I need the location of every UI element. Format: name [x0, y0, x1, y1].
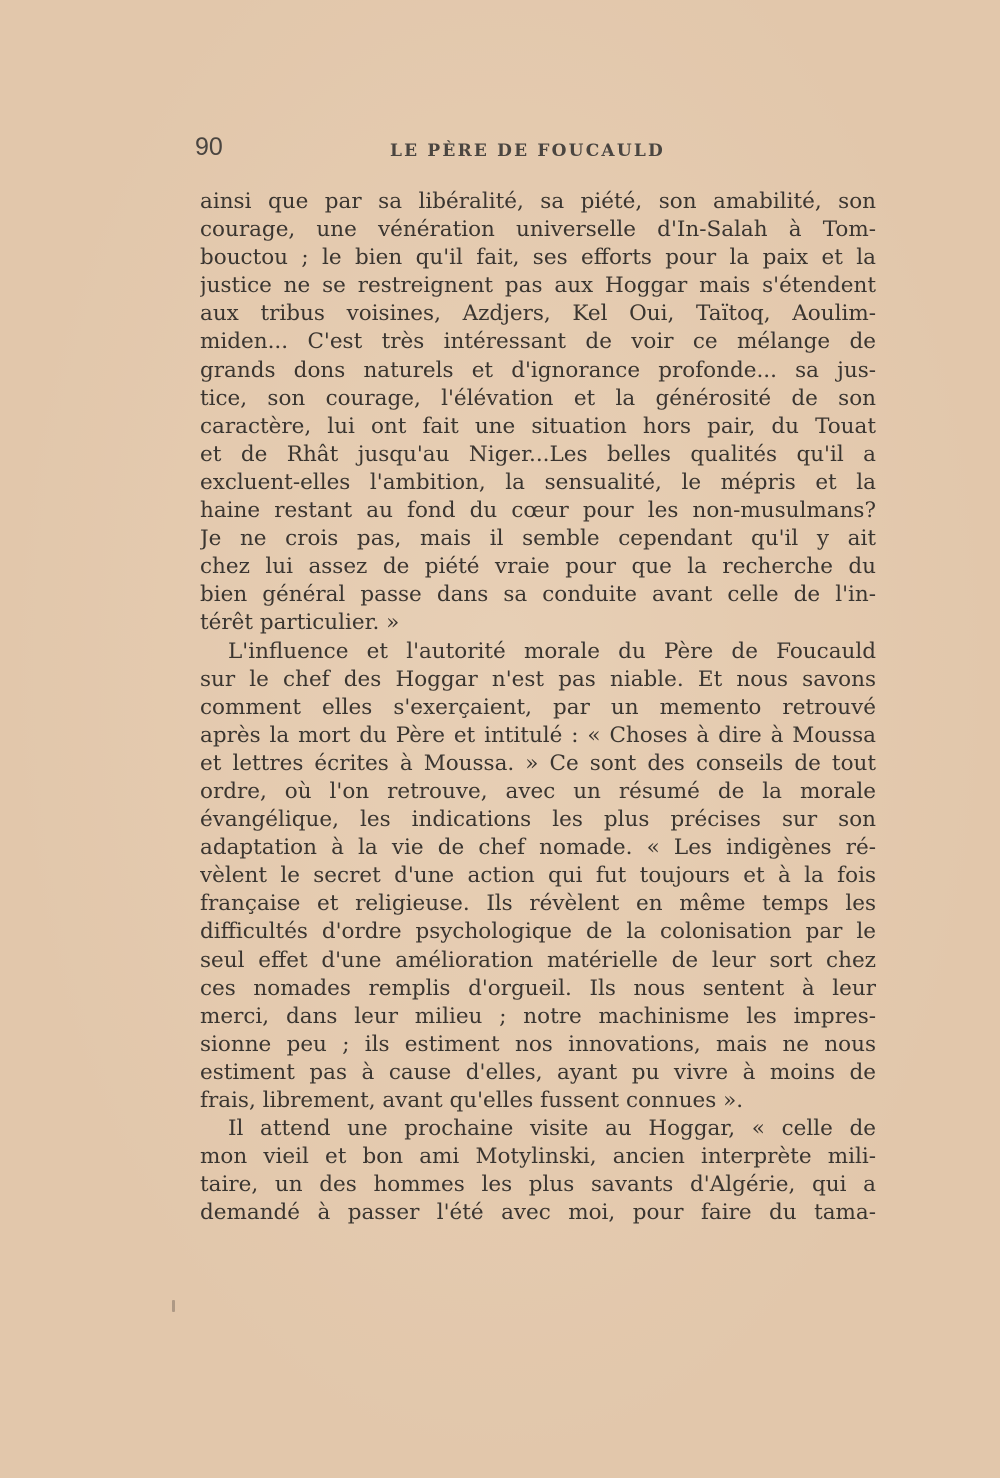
paragraph-start-line: Il attend une prochaine visite au Hoggar, « celle de	[228, 1116, 876, 1142]
text-line: ordre, où l'on retrouve, avec un résumé de la morale	[200, 778, 876, 804]
paper-speck	[172, 1300, 175, 1312]
text-line: aux tribus voisines, Azdjers, Kel Oui, Taïtoq, Aoulim-	[200, 301, 876, 327]
text-line: tice, son courage, l'élévation et la générosité de son	[200, 385, 876, 411]
text-line: excluent-elles l'ambition, la sensualité, le mépris et la	[200, 469, 876, 495]
text-line: évangélique, les indications les plus précises sur son	[200, 807, 876, 833]
text-line: française et religieuse. Ils révèlent en même temps les	[200, 891, 876, 917]
text-line: sur le chef des Hoggar n'est pas niable. Et nous savons	[200, 666, 876, 692]
text-line: bien général passe dans sa conduite avant celle de l'in-	[200, 582, 876, 608]
text-line: caractère, lui ont fait une situation hors pair, du Touat	[200, 413, 876, 439]
text-line: demandé à passer l'été avec moi, pour faire du tama-	[200, 1200, 876, 1226]
text-line: grands dons naturels et d'ignorance profonde... sa jus-	[200, 357, 876, 383]
text-line: haine restant au fond du cœur pour les non-musulmans?	[200, 498, 876, 524]
text-line: après la mort du Père et intitulé : « Choses à dire à Moussa	[200, 722, 876, 748]
paragraph-start-line: L'influence et l'autorité morale du Père de Foucauld	[228, 638, 876, 664]
text-line: chez lui assez de piété vraie pour que la recherche du	[200, 554, 876, 580]
text-line: seul effet d'une amélioration matérielle de leur sort chez	[200, 947, 876, 973]
running-title: LE PÈRE DE FOUCAULD	[390, 141, 665, 161]
text-line: ces nomades remplis d'orgueil. Ils nous sentent à leur	[200, 975, 876, 1001]
page-header	[195, 130, 875, 170]
text-line: vèlent le secret d'une action qui fut toujours et à la fois	[200, 863, 876, 889]
text-line: térêt particulier. »	[200, 610, 400, 636]
text-line: courage, une vénération universelle d'In-Salah à Tom-	[200, 217, 876, 243]
text-line: adaptation à la vie de chef nomade. « Les indigènes ré-	[200, 835, 876, 861]
text-line: sionne peu ; ils estiment nos innovations, mais ne nous	[200, 1031, 876, 1057]
page-number: 90	[195, 133, 223, 161]
text-line: frais, librement, avant qu'elles fussent connues ».	[200, 1088, 744, 1113]
text-line: et lettres écrites à Moussa. » Ce sont des conseils de tout	[200, 750, 876, 776]
text-line: estiment pas à cause d'elles, ayant pu vivre à moins de	[200, 1059, 876, 1085]
body-text	[200, 188, 876, 1227]
text-line: bouctou ; le bien qu'il fait, ses efforts pour la paix et la	[200, 245, 876, 271]
text-line: et de Rhât jusqu'au Niger...Les belles qualités qu'il a	[200, 441, 876, 467]
text-line: Je ne crois pas, mais il semble cependant qu'il y ait	[200, 526, 876, 552]
text-line: ainsi que par sa libéralité, sa piété, son amabilité, son	[200, 189, 876, 214]
text-line: mon vieil et bon ami Motylinski, ancien interprète mili-	[200, 1144, 876, 1170]
text-line: miden... C'est très intéressant de voir ce mélange de	[200, 329, 876, 355]
text-line: comment elles s'exerçaient, par un memento retrouvé	[200, 694, 876, 720]
text-line: merci, dans leur milieu ; notre machinisme les impres-	[200, 1003, 876, 1029]
text-line: justice ne se restreignent pas aux Hoggar mais s'étendent	[200, 273, 876, 299]
text-line: taire, un des hommes les plus savants d'Algérie, qui a	[200, 1172, 876, 1198]
text-line: difficultés d'ordre psychologique de la colonisation par le	[200, 919, 876, 945]
